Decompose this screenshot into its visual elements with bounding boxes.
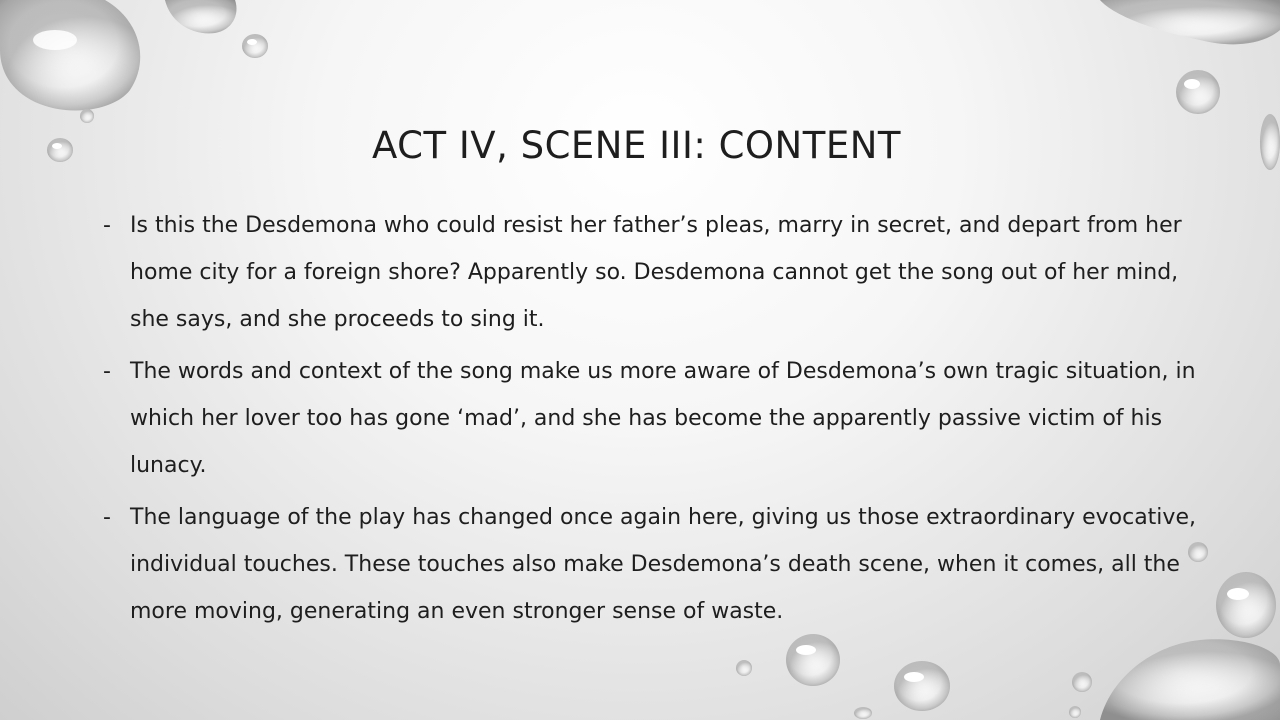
bullet-item	[100, 202, 1200, 343]
slide-title: ACT IV, SCENE III: CONTENT	[372, 124, 901, 167]
bullet-item	[100, 348, 1200, 489]
bullet-marker: -	[103, 213, 111, 238]
bullet-text: The language of the play has changed once again here, giving us those extraordinary evocative, individual touches. These touches also make Desdemona’s death scene, when it comes, all the more moving, generating an even stronger sense of waste.	[130, 505, 1196, 624]
droplet	[894, 661, 950, 711]
droplet	[47, 138, 73, 162]
droplet	[1100, 0, 1280, 44]
bullet-text: The words and context of the song make us more aware of Desdemona’s own tragic situation, in which her lover too has gone ‘mad’, and she has become the apparently passive victim of his lunacy.	[130, 359, 1196, 478]
droplet	[854, 707, 872, 719]
droplet	[786, 634, 840, 686]
droplet	[1069, 706, 1081, 718]
droplet	[1216, 572, 1276, 638]
droplet	[1072, 672, 1092, 692]
bullet-marker: -	[103, 505, 111, 530]
droplet	[1260, 114, 1280, 170]
bullet-list	[100, 202, 1200, 640]
droplet	[242, 34, 268, 58]
droplet	[0, 0, 140, 111]
droplet	[80, 109, 94, 123]
droplet	[165, 0, 236, 33]
droplet	[736, 660, 752, 676]
bullet-text: Is this the Desdemona who could resist her father’s pleas, marry in secret, and depart from her home city for a foreign shore? Apparently so. Desdemona cannot get the song out of her mind, she says, and she proceeds to sing it.	[130, 213, 1182, 332]
bullet-marker: -	[103, 359, 111, 384]
droplet	[1100, 639, 1280, 720]
bullet-item	[100, 494, 1200, 635]
droplet	[1176, 70, 1220, 114]
